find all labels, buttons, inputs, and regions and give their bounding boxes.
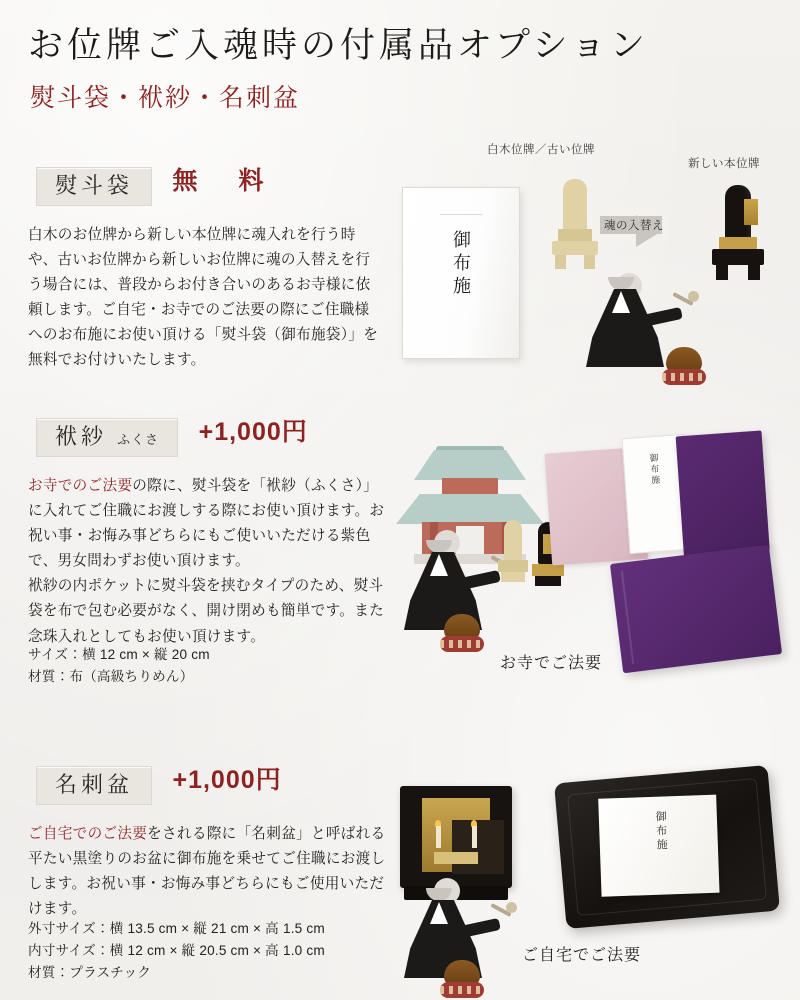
page-subtitle: 熨斗袋・袱紗・名刺盆 (30, 84, 301, 112)
label-old-ihai: 白木位牌／古い位牌 (487, 144, 595, 156)
envelope-band (440, 214, 482, 215)
black-lacquer-ihai-icon (712, 185, 764, 289)
label-new-ihai: 新しい本位牌 (688, 158, 760, 170)
section-2-body-second: 袱紗の内ポケットに熨斗袋を挟むタイプのため、熨斗袋を布で包む必要がなく、開け閉めも簡単です。また念珠入れとしてもお使い頂けます。 (28, 578, 384, 645)
meishibon-tray-image (554, 765, 780, 929)
section-2-spec-size: サイズ：横 12 cm × 縦 20 cm (28, 647, 210, 662)
section-2-spec (28, 644, 388, 688)
section-3-spec-outer: 外寸サイズ：横 13.5 cm × 縦 21 cm × 高 1.5 cm (28, 921, 325, 936)
page-title: お位牌ご入魂時の付属品オプション (28, 26, 649, 65)
section-3-badge: 名刺盆 (36, 766, 152, 805)
arrow-label: 魂の入替え (604, 220, 664, 232)
section-3-body-rest: をされる際に「名刺盆」と呼ばれる平たい黒塗りのお盆に御布施を乗せてご住職にお渡しします。お祝い事・お悔み事どちらにもご使用いただけます。 (28, 826, 386, 918)
tray-paper-text: 御布施 (653, 810, 668, 853)
white-wood-ihai-icon (552, 179, 598, 275)
section-3-body (28, 822, 388, 922)
section-1-heading (36, 161, 271, 206)
section-1-price: 無 料 (172, 167, 272, 195)
noshibukuro-envelope-image (402, 187, 520, 359)
section-3-spec (28, 918, 408, 984)
section-1-body: 白木のお位牌から新しい本位牌に魂入れを行う時や、古いお位牌から新しいお位牌に魂の入替えを行う場合には、普段からお付き合いのあるお寺様に依頼します。ご自宅・お寺でのご法要の際にご住職様へのお布施にお使い頂ける「熨斗袋（御布施袋）」を無料でお付けいたします。 (28, 227, 379, 369)
envelope-text: 御布施 (451, 230, 471, 299)
section-1-badge: 熨斗袋 (36, 167, 152, 206)
fukusa-paper-text: 御布施 (648, 452, 661, 487)
singing-bowl-icon-3 (440, 958, 484, 998)
section-2-body (28, 474, 388, 650)
section-2-body-highlight: お寺でのご法要 (28, 478, 133, 494)
section-2-badge-reading: ふくさ (117, 432, 160, 447)
section-2-caption: お寺でご法要 (500, 655, 603, 672)
section-2-body-rest: の際に、熨斗袋を「袱紗（ふくさ）」に入れてご住職にお渡しする際にお使い頂けます。お祝い事・お悔み事どちらにもご使いいただける紫色で、男女問わずお使い頂けます。 (28, 478, 385, 570)
fukusa-closed-image (610, 545, 782, 674)
singing-bowl-icon (662, 345, 706, 385)
section-3-body-highlight: ご自宅でのご法要 (28, 826, 148, 842)
section-3-price: +1,000円 (172, 766, 282, 794)
section-3-spec-inner: 内寸サイズ：横 12 cm × 縦 20.5 cm × 高 1.0 cm (28, 943, 325, 959)
section-2-spec-material: 材質：布（高級ちりめん） (28, 669, 194, 685)
section-3-spec-material: 材質：プラスチック (28, 965, 152, 981)
section-2-badge-label: 袱紗 (55, 424, 108, 449)
transfer-arrow-icon (600, 209, 686, 241)
section-2-heading (36, 412, 308, 457)
section-2-price: +1,000円 (198, 418, 308, 446)
section-3-heading (36, 760, 282, 805)
singing-bowl-icon-2 (440, 612, 484, 652)
section-2-badge (36, 418, 178, 457)
section-3-caption: ご自宅でご法要 (522, 947, 642, 964)
